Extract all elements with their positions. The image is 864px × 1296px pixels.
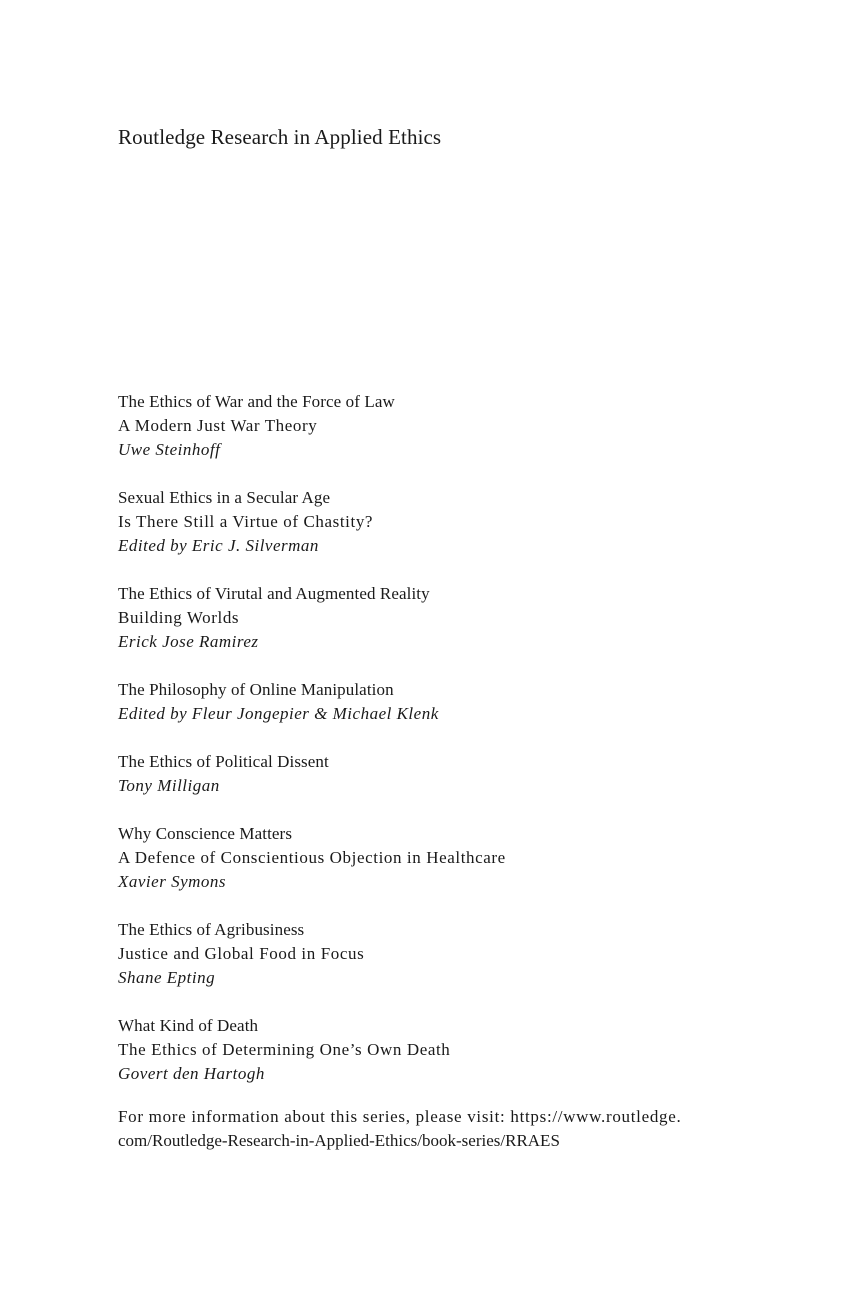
book-title: What Kind of Death <box>118 1016 259 1035</box>
book-title: The Ethics of War and the Force of Law <box>118 392 395 411</box>
book-author: Tony Milligan <box>118 776 220 795</box>
book-title: Why Conscience Matters <box>118 824 293 843</box>
book-subtitle: Building Worlds <box>118 608 240 627</box>
book-entry <box>118 1014 758 1086</box>
book-author: Erick Jose Ramirez <box>118 632 259 651</box>
series-title: Routledge Research in Applied Ethics <box>118 125 442 149</box>
book-title: The Ethics of Agribusiness <box>118 920 305 939</box>
book-title: The Ethics of Political Dissent <box>118 752 329 771</box>
book-subtitle: Justice and Global Food in Focus <box>118 944 365 963</box>
series-info-note <box>118 1105 758 1153</box>
book-entry <box>118 582 758 654</box>
book-author: Edited by Eric J. Silverman <box>118 536 319 555</box>
book-entry <box>118 918 758 990</box>
book-author: Shane Epting <box>118 968 216 987</box>
series-info-url: com/Routledge-Research-in-Applied-Ethics/book-series/RRAES <box>118 1131 560 1150</box>
book-subtitle: A Modern Just War Theory <box>118 416 318 435</box>
book-author: Edited by Fleur Jongepier & Michael Klenk <box>118 704 439 723</box>
book-list <box>118 390 758 1110</box>
book-title: The Ethics of Virutal and Augmented Reality <box>118 584 430 603</box>
book-author: Uwe Steinhoff <box>118 440 221 459</box>
book-subtitle: A Defence of Conscientious Objection in Healthcare <box>118 848 506 867</box>
book-subtitle: The Ethics of Determining One’s Own Death <box>118 1040 451 1059</box>
book-subtitle: Is There Still a Virtue of Chastity? <box>118 512 374 531</box>
book-entry <box>118 750 758 798</box>
book-title: Sexual Ethics in a Secular Age <box>118 488 331 507</box>
book-entry <box>118 486 758 558</box>
book-author: Govert den Hartogh <box>118 1064 265 1083</box>
book-author: Xavier Symons <box>118 872 227 891</box>
book-title: The Philosophy of Online Manipulation <box>118 680 394 699</box>
book-entry <box>118 822 758 894</box>
series-info-text: For more information about this series, please visit: https://www.routledge. <box>118 1107 682 1126</box>
book-entry <box>118 390 758 462</box>
book-entry <box>118 678 758 726</box>
